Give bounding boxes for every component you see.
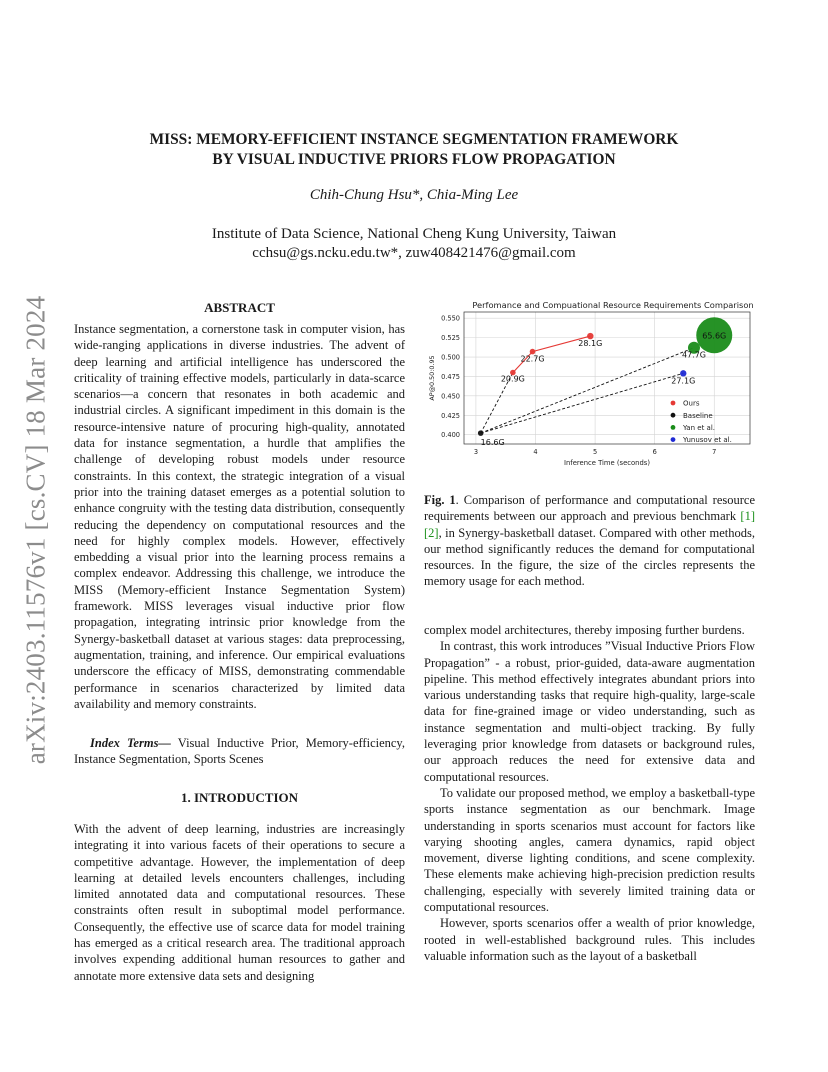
data-label: 47.7G [681,350,706,360]
caption-text-b: , in Synergy-basketball dataset. Compared with other methods, our method significantly reduces the demand for computational resources. In the figure, the size of the circles represents the memory usage for each method. [424,525,755,589]
paper-title [60,130,768,170]
y-tick-label: 0.550 [441,314,460,323]
affiliation [60,225,768,263]
index-terms-label: Index Terms— [90,736,171,750]
right-column-text [424,622,755,964]
intro-paragraph-1: With the advent of deep learning, industries are increasingly integrating it into various facets of their operations to secure a competitive advantage. However, the implementation of deep learning at detailed levels encounters challenges, including limited annotated data and computational resources. These constraints often result in suboptimal model performance. Consequently, the effective use of scarce data for model training has emerged as a critical research area. The traditional approach involves expending additional human resources to gather and annotate more extensive data sets and designing [74,822,405,983]
right-paragraph-3: To validate our proposed method, we employ a basketball-type sports instance segmentation as our benchmark. Image understanding in sports scenarios must account for factors like varying shooting angles, camera dynamics, rapid object movement, diverse lighting conditions, and scene complexity. These elements make achieving high-precision prediction results challenging, especially with severely limited training data or computational resources. [424,785,755,915]
data-label: 65.6G [702,331,727,341]
intro-heading: 1. INTRODUCTION [180,790,298,805]
legend-label: Yunusov et al. [683,436,732,445]
data-label: 22.7G [520,354,545,364]
title-line-2: BY VISUAL INDUCTIVE PRIORS FLOW PROPAGATION [212,151,616,168]
index-terms [74,735,405,768]
abstract-text: Instance segmentation, a cornerstone task in computer vision, has wide-ranging applications in diverse industries. The advent of deep learning and artificial intelligence has underscored the criticality of training effective models, particularly in data-scarce scenarios—a concern that resonates in both academic and industrial circles. A significant impediment in this domain is the resource-intensive nature of procuring high-quality, annotated data for instance segmentation, a hurdle that amplifies the challenge of developing robust models under resource constraints. In this context, the strategic integration of a visual prior into the training dataset emerges as a potential solution to enhance congruity with the testing data distribution, consequently reducing the dependency on computational resources and the need for highly complex models. However, effectively embedding a visual prior into the learning process remains a complex endeavor. Addressing this challenge, we introduce the MISS (Memory-efficient Instance Segmentation System) framework. MISS leverages visual inductive prior flow propagation, integrating intrinsic prior knowledge from the Synergy-basketball dataset at various stages: data preprocessing, augmentation, training, and inference. Our empirical evaluations underscore the efficacy of MISS, demonstrating commendable performance in scenarios characterized by limited data availability and memory constraints. [74,322,405,711]
x-tick-label: 7 [712,448,717,456]
right-paragraph-4: However, sports scenarios offer a wealth of prior knowledge, rooted in well-established background rules. This includes valuable information such as the layout of a basketball [424,916,755,963]
affiliation-line-2: cchsu@gs.ncku.edu.tw*, zuw408421476@gmail.com [252,245,576,261]
legend-label: Yan et al. [683,424,715,432]
legend-label: Ours [683,399,700,408]
authors: Chih-Chung Hsu*, Chia-Ming Lee [309,187,519,203]
data-point [478,430,484,436]
affiliation-line-1: Institute of Data Science, National Cheng Kung University, Taiwan [211,226,617,242]
index-terms-text: Visual Inductive Prior, Memory-efficiency, Instance Segmentation, Sports Scenes [74,736,405,767]
abstract-heading: ABSTRACT [204,300,275,315]
dashed-link [481,348,694,433]
arxiv-stamp: arXiv:2403.11576v1 [cs.CV] 18 Mar 2024 [20,295,51,765]
x-tick-label: 6 [652,448,657,456]
citation-link-2[interactable]: [2] [424,525,439,540]
y-tick-label: 0.450 [441,392,460,401]
intro-text [74,821,405,984]
y-axis-label: AP@0.50:0.95 [428,355,436,401]
caption-text-a: . Comparison of performance and computational resource requirements between our approach and previous benchmark [424,493,755,524]
data-label: 27.1G [671,376,696,386]
citation-link-1[interactable]: [1] [740,509,755,524]
legend-marker [671,437,676,442]
title-line-1: MISS: MEMORY-EFFICIENT INSTANCE SEGMENTATION FRAMEWORK [149,131,679,148]
right-paragraph-2: In contrast, this work introduces ”Visual Inductive Priors Flow Propagation” - a robust, prior-guided, data-aware augmentation pipeline. This method effectively integrates abundant priors into various understanding tasks that require high-quality, large-scale data for fine-grained image or video understanding, such as instance segmentation and multi-object tracking. By fully leveraging prior knowledge from datasets or background rules, our approach reduces the need for extensive data and computational resources. [424,639,755,784]
y-tick-label: 0.500 [441,353,460,362]
data-label: 20.9G [500,374,525,384]
x-tick-label: 3 [473,448,479,456]
data-point [530,349,536,355]
x-axis-label: Inference Time (seconds) [564,459,650,467]
right-paragraph-1: complex model architectures, thereby imposing further burdens. [424,623,745,637]
x-tick-label: 4 [533,448,538,456]
legend-marker [671,413,676,418]
data-label: 28.1G [578,339,603,349]
figure-label: Fig. 1 [424,493,456,507]
legend-label: Baseline [683,411,713,420]
data-label: 16.6G [480,438,505,448]
scatter-chart [420,296,756,478]
y-tick-label: 0.400 [441,431,460,440]
y-tick-label: 0.425 [441,411,460,420]
chart-title: Perfomance and Compuational Resource Requirements Comparison [472,300,754,310]
legend-marker [671,401,676,406]
y-tick-label: 0.525 [441,334,460,343]
figure-1-chart [420,296,756,478]
y-tick-label: 0.475 [441,372,460,381]
legend-marker [671,425,676,430]
x-tick-label: 5 [592,448,598,456]
figure-caption [424,492,755,590]
